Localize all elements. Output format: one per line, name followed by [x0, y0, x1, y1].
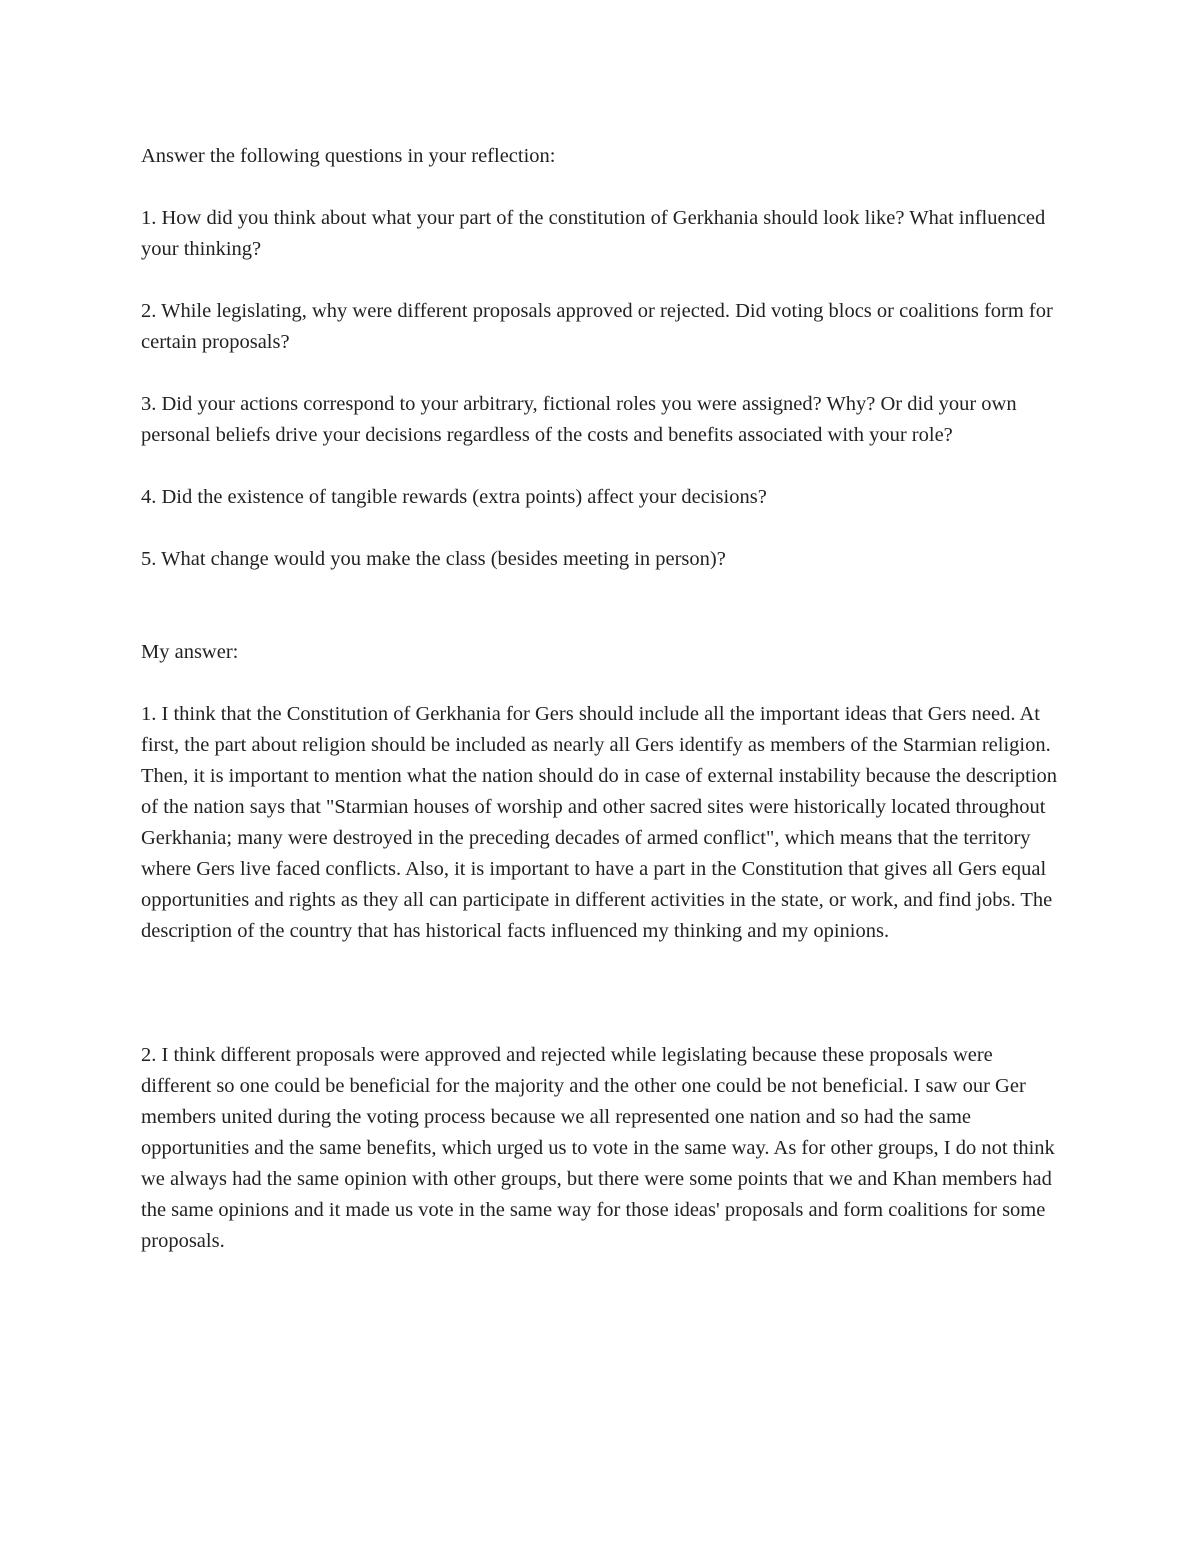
answer-1: 1. I think that the Constitution of Gerkhania for Gers should include all the important ideas that Gers need. At first, the part about religion should be included as nearly all Gers identify as members of the Starmian religion. Then, it is important to mention what the nation should do in case of external instability because the description of the nation says that "Starmian houses of worship and other sacred sites were historically located throughout Gerkhania; many were destroyed in the preceding decades of armed conflict", which means that the territory where Gers live faced conflicts. Also, it is important to have a part in the Constitution that gives all Gers equal opportunities and rights as they all can participate in different activities in the state, or work, and find jobs. The description of the country that has historical facts influenced my thinking and my opinions. [141, 703, 1058, 942]
question-1: 1. How did you think about what your part of the constitution of Gerkhania should look like? What influenced your thinking? [141, 207, 1046, 260]
answer-2: 2. I think different proposals were approved and rejected while legislating because these proposals were different so one could be beneficial for the majority and the other one could be not beneficial. I saw our Ger members united during the voting process because we all represented one nation and so had the same opportunities and the same benefits, which urged us to vote in the same way. As for other groups, I do not think we always had the same opinion with other groups, but there were some points that we and Khan members had the same opinions and it made us vote in the same way for those ideas' proposals and form coalitions for some proposals. [141, 1044, 1055, 1252]
question-2: 2. While legislating, why were different proposals approved or rejected. Did voting blocs or coalitions form for certain proposals? [141, 300, 1053, 353]
question-3: 3. Did your actions correspond to your arbitrary, fictional roles you were assigned? Why? Or did your own personal beliefs drive your decisions regardless of the costs and benefits associated with your role? [141, 393, 1017, 446]
answer-heading: My answer: [141, 641, 239, 663]
question-4: 4. Did the existence of tangible rewards (extra points) affect your decisions? [141, 486, 767, 508]
question-5: 5. What change would you make the class (besides meeting in person)? [141, 548, 726, 570]
intro-text: Answer the following questions in your reflection: [141, 145, 556, 167]
document-body [141, 141, 1066, 1257]
